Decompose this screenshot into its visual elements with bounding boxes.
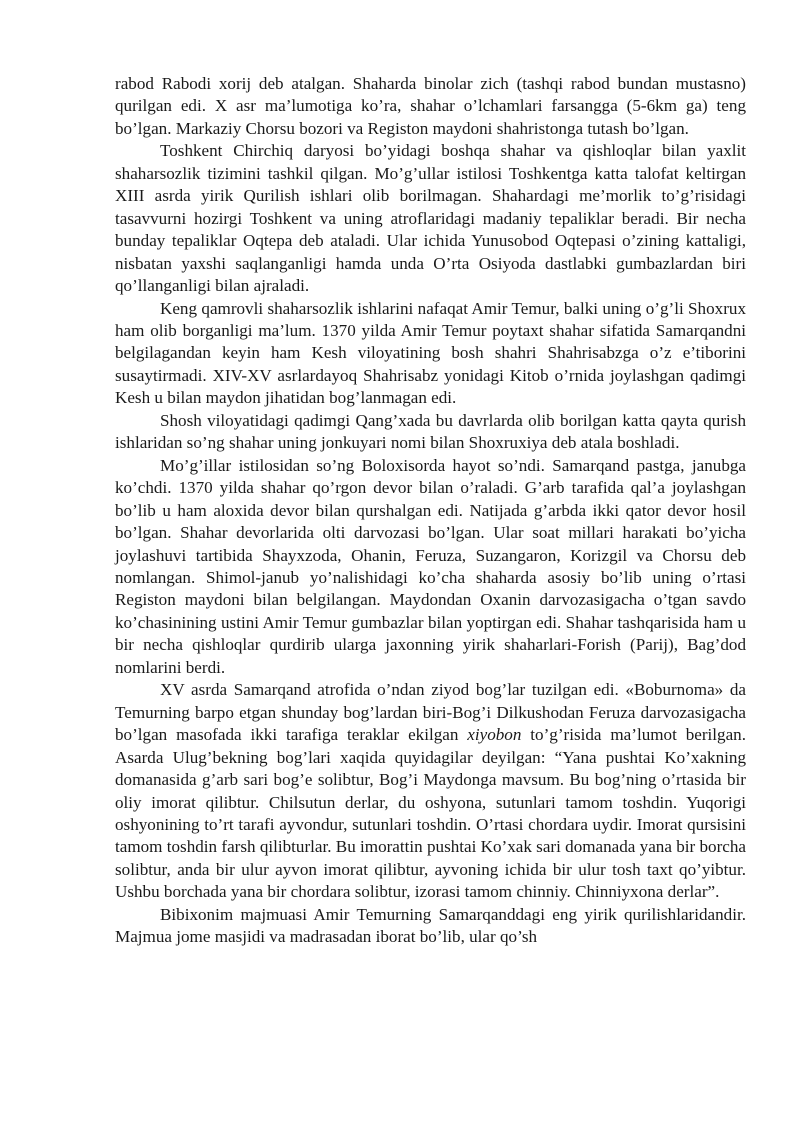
paragraph-6-text-before: XV asrda Samarqand atrofida o’ndan ziyod bog’lar tuzilgan edi. «Boburnoma» da Temurning barpo etgan shunday bog’lardan biri-Bog’i Dilkushodan Feruza darvozasigacha bo’lgan masofada ikki tarafiga teraklar ekilgan bbox=[115, 680, 746, 745]
paragraph-5: Mo’g’illar istilosidan so’ng Boloxisorda hayot so’ndi. Samarqand pastga, janubga ko’chdi. 1370 yilda shahar qo’rgon devor bilan o’raladi. G’arb tarafida qal’a joylashgan bo’lib u ham aloxida devor bilan qurshalgan edi. Natijada g’arbda ikki qator devor hosil bo’lgan. Shahar devorlarida olti darvozasi bo’lgan. Ular soat millari harakati bo’yicha joylashuvi tartibida Shayxzoda, Ohanin, Feruza, Suzangaron, Korizgil va Chorsu deb nomlangan. Shimol-janub yo’nalishidagi ko’cha shaharda asosiy bo’lib uning o’rtasi Registon maydoni bilan belgilangan. Maydondan Oxanin darvozasigacha o’tgan savdo ko’chasinining ustini Amir Temur gumbazlar bilan yoptirgan edi. Shahar tashqarisida ham u bir necha qishloqlar qurdirib ularga jaxonning yirik shaharlari-Forish (Parij), Bag’dod nomlarini berdi. bbox=[115, 455, 746, 677]
paragraph-3: Keng qamrovli shaharsozlik ishlarini nafaqat Amir Temur, balki uning o’g’li Shoxrux ham olib borganligi ma’lum. 1370 yilda Amir Temur poytaxt shahar sifatida Samarqandni belgilagandan keyin ham Kesh viloyatining bosh shahri Shahrisabzga o’z e’tiborini susaytirmadi. XIV-XV asrlardayoq Shahrisabz yonidagi Kitob o’rnida joylashgan qadimgi Kesh u bilan maydon jihatidan bog’lanmagan edi. bbox=[115, 298, 746, 408]
paragraph-6 bbox=[115, 679, 746, 904]
paragraph-4: Shosh viloyatidagi qadimgi Qang’xada bu davrlarda olib borilgan katta qayta qurish ishlaridan so’ng shahar uning jonkuyari nomi bilan Shoxruxiya deb atala boshladi. bbox=[115, 410, 746, 453]
paragraph-2: Toshkent Chirchiq daryosi bo’yidagi boshqa shahar va qishloqlar bilan yaxlit shaharsozlik tizimini tashkil qilgan. Mo’g’ullar istilosi Toshkentga katta talofat keltirgan XIII asrda yirik Qurilish ishlari olib borilmagan. Shahardagi me’morlik to’g’risidagi tasavvurni hozirgi Toshkent va uning atroflaridagi madaniy tepaliklar beradi. Bir necha bunday tepaliklar Oqtepa deb ataladi. Ular ichida Yunusobod Oqtepasi o’zining kattaligi, nisbatan yaxshi saqlanganligi hamda unda O’rta Osiyoda dastlabki gumbazlardan biri qo’llanganligi bilan ajraladi. bbox=[115, 141, 746, 296]
italic-term: xiyobon bbox=[467, 725, 522, 745]
paragraph-1: rabod Rabodi xorij deb atalgan. Shaharda binolar zich (tashqi rabod bundan mustasno) qurilgan edi. X asr ma’lumotiga ko’ra, shahar o’lchamlari farsangga (5-6km ga) teng bo’lgan. Markaziy Chorsu bozori va Registon maydoni shahristonga tutash bo’lgan. bbox=[115, 74, 746, 138]
paragraph-7: Bibixonim majmuasi Amir Temurning Samarqanddagi eng yirik qurilishlaridandir. Majmua jome masjidi va madrasadan iborat bo’lib, ular qo’sh bbox=[115, 904, 746, 947]
paragraph-6-text-after: to’g’risida ma’lumot berilgan. Asarda Ulug’bekning bog’lari xaqida quyidagilar deyilgan: “Yana pushtai Ko’xakning domanasida g’arb sari bog’e solibtur, Bog’i Maydonga mavsum. Bu bog’ning o’rtasida bir oliy imorat qilibtur. Chilsutun derlar, du oshyona, sutunlari tamom toshdin. Yuqorigi oshyonining to’rt tarafi ayvondur, sutunlari toshdin. O’rtasi chordara uydir. Imorat qursisini tamom toshdin farsh qilibturlar. Bu imorattin pushtai Ko’xak sari domanada yana bir borcha solibtur, anda bir ulur ayvon imorat qilibtur, ayvoning ichida bir ulur tosh taxt qo’yibtur. Ushbu borchada yana bir chordara solibtur, izorasi tamom chinniy. Chinniyxona derlar”. bbox=[115, 725, 746, 902]
